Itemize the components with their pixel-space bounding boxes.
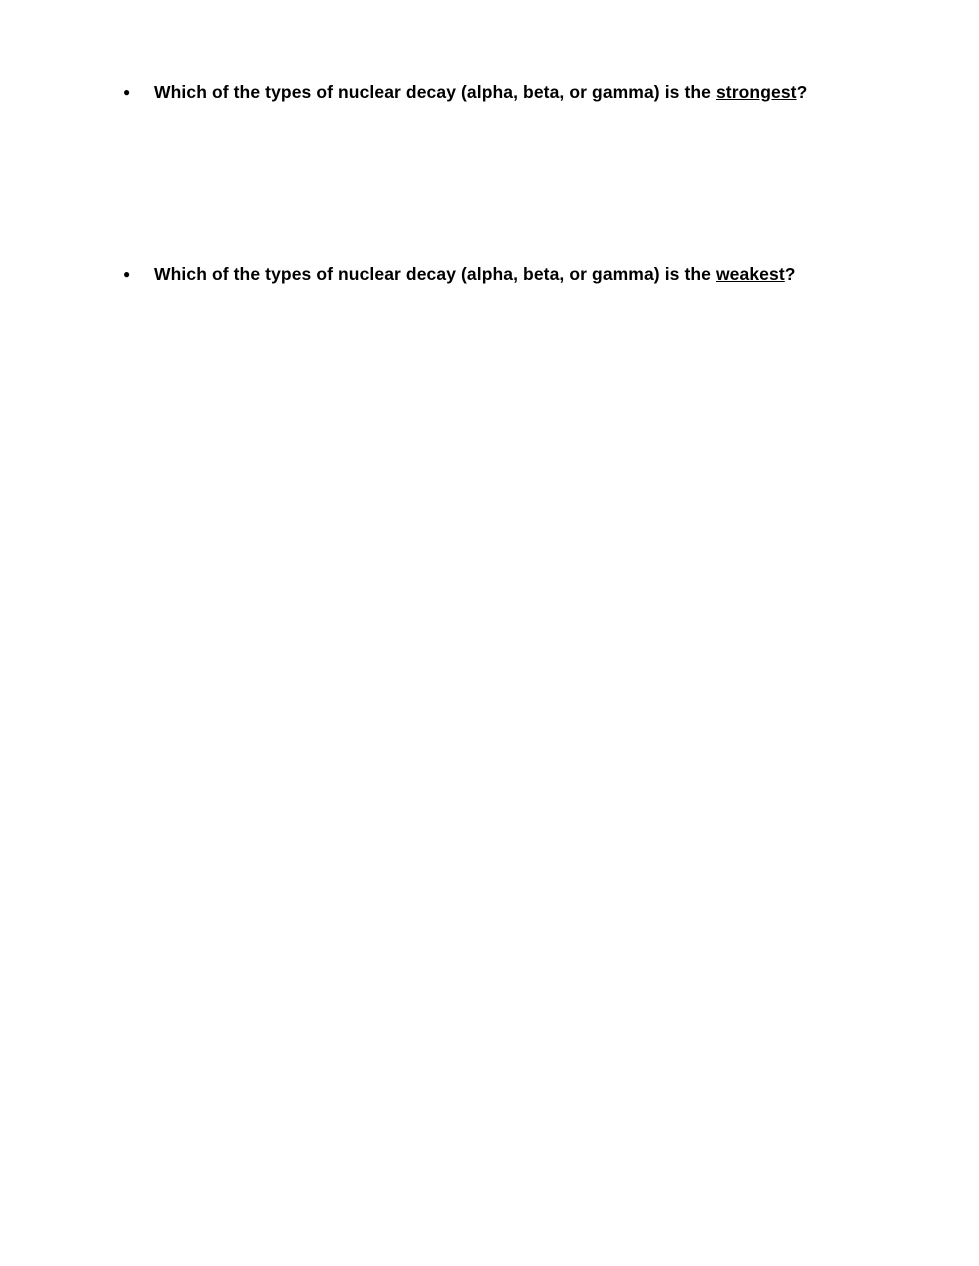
list-item bbox=[123, 262, 866, 287]
question-text-tail: ? bbox=[784, 264, 796, 285]
question-text-lead: Which of the types of nuclear decay (alpha, beta, or gamma) is the bbox=[154, 264, 716, 285]
list-item bbox=[123, 80, 866, 105]
question-emphasis: strongest bbox=[715, 82, 797, 102]
question-list bbox=[96, 80, 883, 287]
question-text-tail: ? bbox=[796, 82, 808, 102]
document-body bbox=[96, 80, 883, 287]
question-emphasis: weakest bbox=[715, 264, 785, 285]
question-text-lead: Which of the types of nuclear decay (alpha, beta, or gamma) is the bbox=[154, 82, 716, 102]
